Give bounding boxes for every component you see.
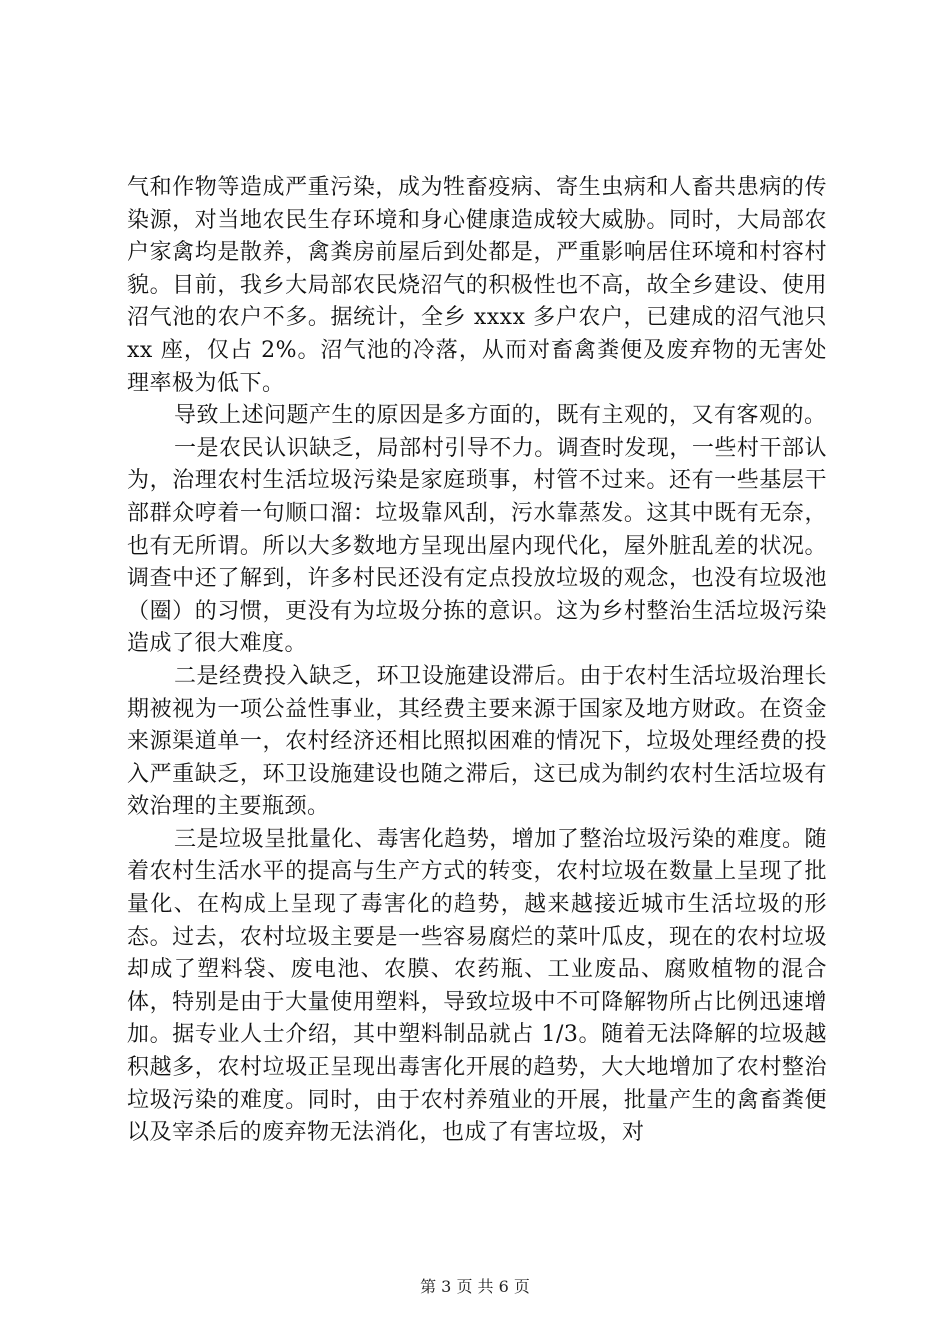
paragraph-continued: 气和作物等造成严重污染，成为牲畜疫病、寄生虫病和人畜共患病的传染源，对当地农民生存环境和身心健康造成较大威胁。同时，大局部农户家禽均是散养，禽粪房前屋后到处都是，严重影响居住环境和村容村貌。目前，我乡大局部农民烧沼气的积极性也不高，故全乡建设、使用沼气池的农户不多。据统计，全乡 xxxx 多户农户，已建成的沼气池只 xx 座，仅占 2%。沼气池的冷落，从而对畜禽粪便及废弃物的无害处理率极为低下。	[127, 175, 827, 396]
paragraph-causes-intro: 导致上述问题产生的原因是多方面的，既有主观的，又有客观的。	[174, 403, 827, 429]
paragraph-cause-three: 三是垃圾呈批量化、毒害化趋势，增加了整治垃圾污染的难度。随着农村生活水平的提高与生产方式的转变，农村垃圾在数量上呈现了批量化、在构成上呈现了毒害化的趋势，越来越接近城市生活垃圾的形态。过去，农村垃圾主要是一些容易腐烂的菜叶瓜皮，现在的农村垃圾却成了塑料袋、废电池、农膜、农药瓶、工业废品、腐败植物的混合体，特别是由于大量使用塑料，导致垃圾中不可降解物所占比例迅速增加。据专业人士介绍，其中塑料制品就占 1/3。随着无法降解的垃圾越积越多，农村垃圾正呈现出毒害化开展的趋势，大大地增加了农村整治垃圾污染的难度。同时，由于农村养殖业的开展，批量产生的禽畜粪便以及宰杀后的废弃物无法消化，也成了有害垃圾，对	[127, 826, 827, 1146]
paragraph-cause-one: 一是农民认识缺乏，局部村引导不力。调查时发现，一些村干部认为，治理农村生活垃圾污染是家庭琐事，村管不过来。还有一些基层干部群众哼着一句顺口溜：垃圾靠风刮，污水靠蒸发。这其中既有无奈，也有无所谓。所以大多数地方呈现出屋内现代化，屋外脏乱差的状况。调查中还了解到，许多村民还没有定点投放垃圾的观念，也没有垃圾池（圈）的习惯，更没有为垃圾分拣的意识。这为乡村整治生活垃圾污染造成了很大难度。	[127, 435, 827, 657]
page-number: 第 3 页 共 6 页	[420, 1277, 530, 1296]
paragraph-cause-two: 二是经费投入缺乏，环卫设施建设滞后。由于农村生活垃圾治理长期被视为一项公益性事业，其经费主要来源于国家及地方财政。在资金来源渠道单一，农村经济还相比照拟困难的情况下，垃圾处理经费的投入严重缺乏，环卫设施建设也随之滞后，这已成为制约农村生活垃圾有效治理的主要瓶颈。	[127, 663, 827, 820]
body-text	[127, 172, 827, 1150]
